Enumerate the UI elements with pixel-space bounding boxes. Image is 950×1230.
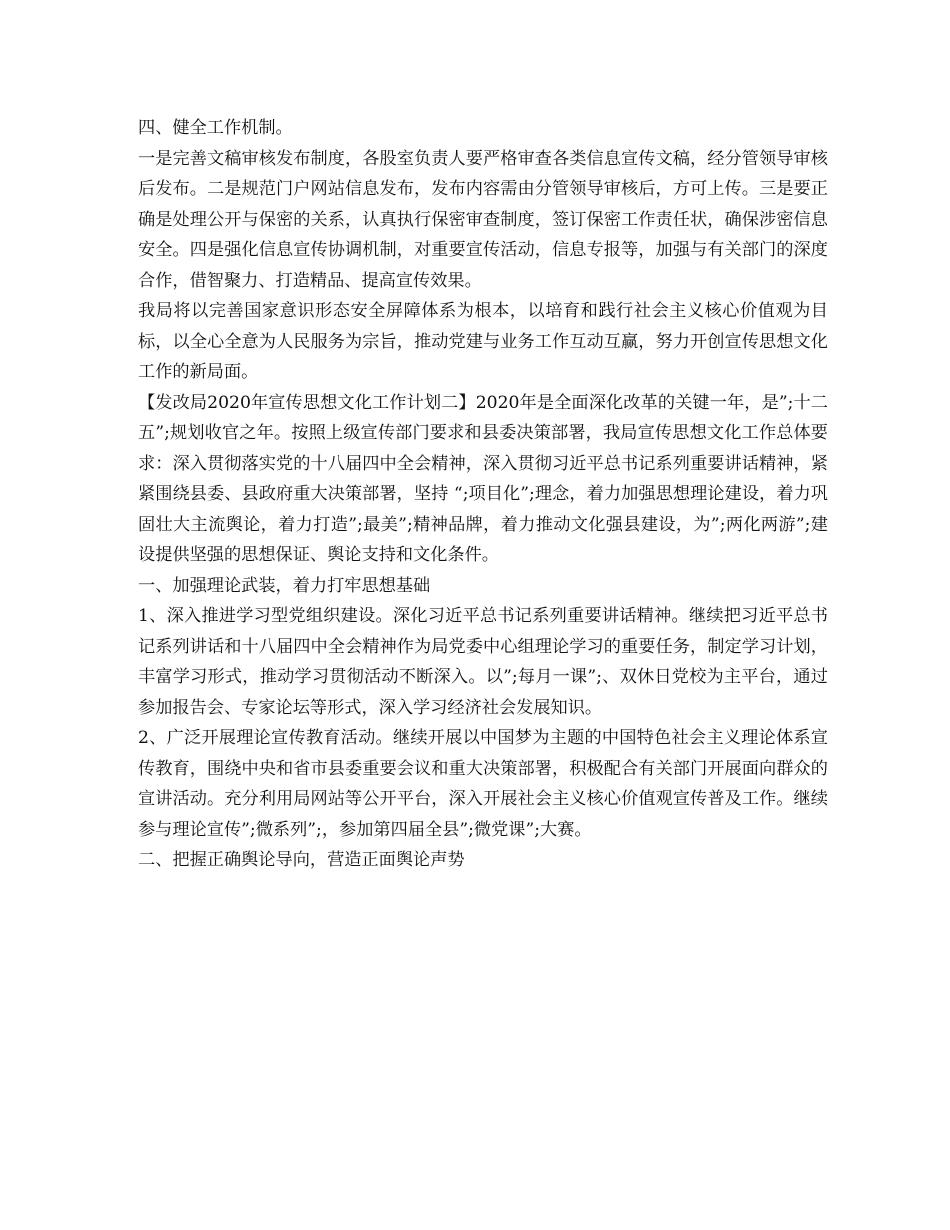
paragraph-item-1: 1、深入推进学习型党组织建设。深化习近平总书记系列重要讲话精神。继续把习近平总书记系列讲话和十八届四中全会精神作为局党委中心组理论学习的重要任务，制定学习计划，丰富学习形式，推动学习贯彻活动不断深入。以”;每月一课”;、双休日党校为主平台，通过参加报告会、专家论坛等形式，深入学习经济社会发展知识。 — [138, 606, 828, 718]
document-page — [138, 113, 828, 876]
paragraph-conclusion: 我局将以完善国家意识形态安全屏障体系为根本，以培育和践行社会主义核心价值观为目标，以全心全意为人民服务为宗旨，推动党建与业务工作互动互赢，努力开创宣传思想文化工作的新局面。 — [138, 301, 828, 382]
section-heading-public-opinion: 二、把握正确舆论导向，营造正面舆论声势 — [138, 850, 465, 870]
paragraph-item-2: 2、广泛开展理论宣传教育活动。继续开展以中国梦为主题的中国特色社会主义理论体系宣传教育，围绕中央和省市县委重要会议和重大决策部署，积极配合有关部门开展面向群众的宣讲活动。充分利用局网站等公开平台，深入开展社会主义核心价值观宣传普及工作。继续参与理论宣传”;微系列”;，参加第四届全县”;微党课”;大赛。 — [138, 728, 828, 840]
paragraph-plan-two-intro: 【发改局2020年宣传思想文化工作计划二】2020年是全面深化改革的关键一年，是”;十二五”;规划收官之年。按照上级宣传部门要求和县委决策部署，我局宣传思想文化工作总体要求：深入贯彻落实党的十八届四中全会精神，深入贯彻习近平总书记系列重要讲话精神，紧紧围绕县委、县政府重大决策部署，坚持 “;项目化”;理念，着力加强思想理论建设，着力巩固壮大主流舆论，着力打造”;最美”;精神品牌，着力推动文化强县建设，为”;两化两游”;建设提供坚强的思想保证、舆论支持和文化条件。 — [138, 392, 828, 565]
section-heading-mechanism: 四、健全工作机制。 — [138, 118, 293, 138]
section-heading-theory: 一、加强理论武装，着力打牢思想基础 — [138, 575, 431, 596]
paragraph-mechanism-details: 一是完善文稿审核发布制度，各股室负责人要严格审查各类信息宣传文稿，经分管领导审核后发布。二是规范门户网站信息发布，发布内容需由分管领导审核后，方可上传。三是要正确是处理公开与保密的关系，认真执行保密审查制度，签订保密工作责任状，确保涉密信息安全。四是强化信息宣传协调机制，对重要宣传活动，信息专报等，加强与有关部门的深度合作，借智聚力、打造精品、提高宣传效果。 — [138, 148, 828, 291]
